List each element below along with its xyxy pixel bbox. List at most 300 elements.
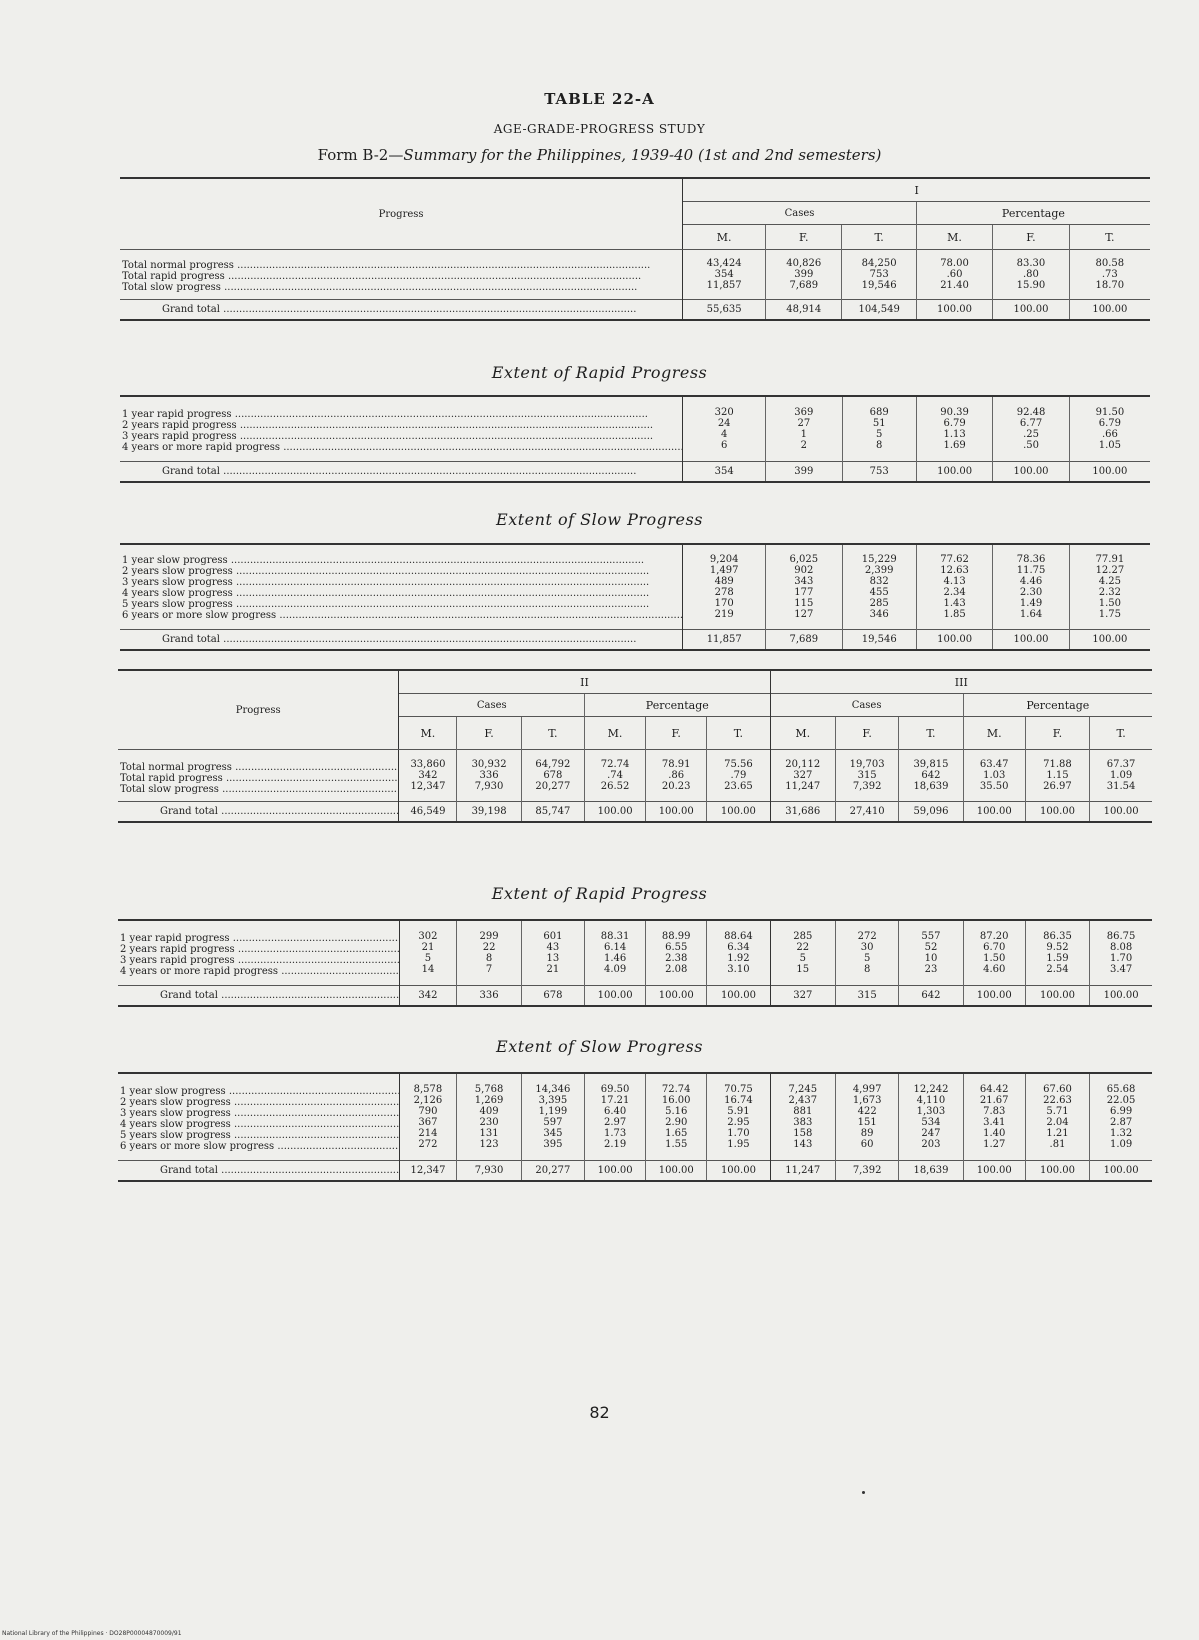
table-cell: 367 <box>418 1117 438 1128</box>
table-cell: 1.27 <box>983 1139 1006 1150</box>
grand-total-cell: 100.00 <box>916 300 992 321</box>
table-cell: 22.63 <box>1043 1095 1072 1106</box>
table-cell: 272 <box>857 931 877 942</box>
table-cell: 3,395 <box>538 1095 568 1106</box>
table-cell: 15 <box>796 964 810 975</box>
table-cell: 4,110 <box>916 1095 946 1106</box>
table-cell: 1.15 <box>1046 770 1069 781</box>
table-cell: 127 <box>794 609 814 620</box>
table-cell: 3.41 <box>983 1117 1006 1128</box>
table-cell: .80 <box>1023 269 1039 280</box>
grand-total-cell: 100.00 <box>993 630 1069 651</box>
table-cell: 1.03 <box>983 770 1006 781</box>
table-cell: 1.09 <box>1109 1139 1133 1150</box>
data-column <box>521 1073 584 1161</box>
data-column <box>770 920 835 986</box>
table-title: TABLE 22-A <box>544 90 655 108</box>
table-cell: 88.64 <box>724 931 753 942</box>
header-percentage: Percentage <box>585 694 771 717</box>
table-cell: 83.30 <box>1016 258 1046 269</box>
table-cell: 1.46 <box>603 953 627 964</box>
table-slow-I <box>120 543 1150 651</box>
data-column <box>683 396 766 462</box>
grand-total-cell: 100.00 <box>1025 802 1089 823</box>
table-cell: 678 <box>543 770 563 781</box>
table-cell: 219 <box>714 609 734 620</box>
table-cell: 151 <box>857 1117 877 1128</box>
table-cell: 8,578 <box>413 1084 443 1095</box>
grand-total-cell: 55,635 <box>683 300 766 321</box>
table-cell: 40,826 <box>786 258 822 269</box>
table-cell: 88.31 <box>600 931 630 942</box>
table-cell: 75.56 <box>724 759 753 770</box>
table-cell: 92.48 <box>1016 407 1046 418</box>
row-label: 6 years or more slow progress ..... <box>122 610 682 621</box>
grand-total-cell: 27,410 <box>836 802 899 823</box>
grand-total-cell: 354 <box>683 462 766 483</box>
table-cell: 78.91 <box>661 759 691 770</box>
table-cell: .60 <box>946 269 963 280</box>
table-cell: 9,204 <box>709 554 739 565</box>
grand-total-cell: 753 <box>842 462 916 483</box>
row-label: 4 years slow progress ..... <box>120 1119 399 1130</box>
table-cell: 78.00 <box>940 258 969 269</box>
table-cell: 1,673 <box>852 1095 882 1106</box>
data-column <box>707 750 770 802</box>
grand-total-cell: 12,347 <box>399 1161 457 1182</box>
table-cell: 51 <box>872 418 886 429</box>
row-labels <box>118 1073 399 1161</box>
data-column <box>1090 1073 1152 1161</box>
table-cell: 5.91 <box>727 1106 750 1117</box>
data-column <box>646 1073 707 1161</box>
table-cell: 11,247 <box>785 781 821 792</box>
data-column <box>963 920 1025 986</box>
table-cell: 2.30 <box>1019 587 1043 598</box>
table-cell: 4.13 <box>943 576 966 587</box>
header-t: T. <box>1090 717 1152 750</box>
table-cell: 1.21 <box>1046 1128 1069 1139</box>
table-cell: 2.54 <box>1046 964 1069 975</box>
header-cases: Cases <box>683 202 917 225</box>
table-cell: 143 <box>793 1139 813 1150</box>
table-cell: 1.70 <box>727 1128 750 1139</box>
grand-total-cell: 327 <box>770 986 835 1007</box>
table-cell: 12,242 <box>913 1084 949 1095</box>
table-cell: 67.60 <box>1043 1084 1072 1095</box>
table-cell: 343 <box>794 576 814 587</box>
grand-total-cell: 100.00 <box>1069 630 1150 651</box>
table-cell: 27 <box>797 418 811 429</box>
grand-total-cell: 315 <box>836 986 899 1007</box>
table-cell: 6.77 <box>1019 418 1043 429</box>
table-cell: 22.05 <box>1106 1095 1136 1106</box>
table-cell: 12,347 <box>410 781 446 792</box>
table-cell: 123 <box>479 1139 499 1150</box>
header-f: F. <box>646 717 707 750</box>
data-column <box>585 920 646 986</box>
table-cell: 60 <box>860 1139 874 1150</box>
table-cell: 158 <box>793 1128 813 1139</box>
row-label: Total slow progress ..... <box>120 784 398 795</box>
row-label: Total rapid progress ..... <box>122 271 682 282</box>
grand-total-cell: 399 <box>766 462 842 483</box>
header-f: F. <box>1025 717 1089 750</box>
table-cell: 20,277 <box>535 781 571 792</box>
table-cell: 88.99 <box>661 931 691 942</box>
header-m: M. <box>916 225 992 250</box>
table-cell: 177 <box>794 587 814 598</box>
table-cell: 6.99 <box>1109 1106 1133 1117</box>
grand-total-cell: 342 <box>399 986 457 1007</box>
grand-total-cell: 100.00 <box>1090 802 1152 823</box>
table-parts-II-III <box>118 669 1152 823</box>
header-t: T. <box>1069 225 1150 250</box>
table-cell: .86 <box>668 770 685 781</box>
row-label: 4 years slow progress ..... <box>122 588 682 599</box>
table-rapid-II-III <box>118 919 1152 1007</box>
grand-total-cell: 100.00 <box>585 986 646 1007</box>
grand-total-label: Grand total ..... <box>162 466 636 477</box>
table-cell: 5.71 <box>1046 1106 1069 1117</box>
grand-total-cell: 100.00 <box>1069 462 1150 483</box>
table-cell: 6,025 <box>789 554 819 565</box>
table-cell: 327 <box>793 770 813 781</box>
table-cell: 86.75 <box>1106 931 1136 942</box>
header-percentage: Percentage <box>963 694 1152 717</box>
grand-total-label: Grand total ..... <box>160 1165 399 1176</box>
table-cell: 6.55 <box>665 942 688 953</box>
table-cell: 23.65 <box>724 781 753 792</box>
table-cell: 214 <box>418 1128 438 1139</box>
table-cell: 17.21 <box>600 1095 630 1106</box>
table-cell: .73 <box>1101 269 1118 280</box>
table-cell: 21.67 <box>979 1095 1009 1106</box>
table-cell: 6.70 <box>983 942 1006 953</box>
table-cell: 2.19 <box>603 1139 627 1150</box>
table-cell: 2.32 <box>1098 587 1122 598</box>
table-cell: 71.88 <box>1043 759 1072 770</box>
table-cell: 1.32 <box>1109 1128 1133 1139</box>
row-labels <box>120 250 683 300</box>
table-cell: 354 <box>714 269 734 280</box>
table-cell: 320 <box>714 407 734 418</box>
table-cell: 1.43 <box>943 598 966 609</box>
table-cell: 43,424 <box>706 258 742 269</box>
data-column <box>899 920 963 986</box>
row-labels <box>118 920 399 986</box>
grand-total-cell: 100.00 <box>963 986 1025 1007</box>
table-cell: 2.38 <box>665 953 688 964</box>
data-column <box>457 750 521 802</box>
grand-total-cell: 642 <box>899 986 963 1007</box>
table-cell: 302 <box>418 931 438 942</box>
table-cell: 1.09 <box>1109 770 1133 781</box>
footer-credit: National Library of the Philippines · DO28P00004870009/91 <box>2 1630 182 1637</box>
grand-total-cell: 48,914 <box>766 300 842 321</box>
table-cell: 1.50 <box>1098 598 1122 609</box>
grand-total-cell: 100.00 <box>707 1161 770 1182</box>
table-cell: 26.97 <box>1043 781 1072 792</box>
data-column <box>899 750 963 802</box>
table-cell: 601 <box>543 931 563 942</box>
row-label: Total normal progress ..... <box>122 260 682 271</box>
data-column <box>707 1073 770 1161</box>
section-title-slow: Extent of Slow Progress <box>496 510 703 529</box>
table-cell: 1 <box>800 429 807 440</box>
row-label: 3 years rapid progress ..... <box>122 431 682 442</box>
data-column <box>457 920 521 986</box>
table-cell: 1.40 <box>983 1128 1006 1139</box>
table-cell: 72.74 <box>661 1084 691 1095</box>
table-cell: 5 <box>424 953 432 964</box>
table-cell: 1.85 <box>943 609 966 620</box>
table-cell: 1.64 <box>1019 609 1043 620</box>
table-cell: 2.97 <box>603 1117 627 1128</box>
table-cell: 10 <box>924 953 938 964</box>
row-label: 1 year rapid progress ..... <box>120 933 399 944</box>
table-cell: 77.62 <box>940 554 969 565</box>
header-percentage: Percentage <box>916 202 1150 225</box>
data-column <box>836 920 899 986</box>
table-cell: 2.04 <box>1046 1117 1069 1128</box>
header-f: F. <box>766 225 842 250</box>
data-column <box>399 1073 457 1161</box>
data-column <box>1069 396 1150 462</box>
table-cell: .74 <box>607 770 624 781</box>
row-label: 2 years slow progress ..... <box>120 1097 399 1108</box>
data-column <box>683 250 766 300</box>
data-column <box>836 750 899 802</box>
grand-total-cell: 100.00 <box>963 802 1025 823</box>
grand-total-cell: 100.00 <box>585 1161 646 1182</box>
row-labels <box>118 750 399 802</box>
table-cell: .66 <box>1101 429 1118 440</box>
table-cell: 6.79 <box>943 418 966 429</box>
table-cell: 422 <box>857 1106 877 1117</box>
row-label: 2 years rapid progress ..... <box>120 944 399 955</box>
table-cell: 534 <box>921 1117 941 1128</box>
row-label: 4 years or more rapid progress ..... <box>122 442 682 453</box>
table-cell: 87.20 <box>979 931 1009 942</box>
table-cell: 299 <box>479 931 499 942</box>
table-cell: 2.95 <box>727 1117 750 1128</box>
grand-total-cell: 100.00 <box>916 462 992 483</box>
table-subtitle: AGE-GRADE-PROGRESS STUDY <box>493 122 706 136</box>
table-cell: 6.34 <box>727 942 750 953</box>
data-column <box>1025 750 1089 802</box>
table-cell: 369 <box>794 407 814 418</box>
table-cell: 455 <box>869 587 889 598</box>
data-column <box>1069 250 1150 300</box>
grand-total-cell: 100.00 <box>1090 1161 1152 1182</box>
grand-total-cell: 100.00 <box>1090 986 1152 1007</box>
table-cell: 16.74 <box>724 1095 753 1106</box>
table-cell: 89 <box>860 1128 874 1139</box>
header-m: M. <box>770 717 835 750</box>
data-column <box>457 1073 521 1161</box>
table-cell: 489 <box>714 576 734 587</box>
table-rapid-I <box>120 395 1150 483</box>
table-cell: 64.42 <box>979 1084 1009 1095</box>
table-cell: 13 <box>546 953 560 964</box>
data-column <box>683 544 766 630</box>
data-column <box>646 920 707 986</box>
table-cell: 345 <box>543 1128 563 1139</box>
table-cell: 7.83 <box>983 1106 1006 1117</box>
table-cell: 597 <box>543 1117 563 1128</box>
grand-total-cell: 100.00 <box>963 1161 1025 1182</box>
data-column <box>963 1073 1025 1161</box>
table-cell: 642 <box>921 770 941 781</box>
data-column <box>707 920 770 986</box>
table-cell: 1.92 <box>727 953 750 964</box>
table-cell: 2,126 <box>413 1095 443 1106</box>
table-cell: 4.46 <box>1019 576 1043 587</box>
grand-total-cell: 100.00 <box>707 802 770 823</box>
grand-total-cell: 18,639 <box>899 1161 963 1182</box>
row-label: 5 years slow progress ..... <box>120 1130 399 1141</box>
table-cell: 5,768 <box>474 1084 504 1095</box>
table-part-I <box>120 177 1150 321</box>
table-cell: 6.40 <box>603 1106 627 1117</box>
table-cell: 1.59 <box>1046 953 1069 964</box>
table-cell: 2,437 <box>788 1095 818 1106</box>
table-cell: .81 <box>1049 1139 1066 1150</box>
row-label: 1 year slow progress ..... <box>122 555 682 566</box>
table-cell: 43 <box>546 942 560 953</box>
table-cell: 90.39 <box>940 407 969 418</box>
header-group-III: III <box>770 670 1152 694</box>
grand-total-cell: 100.00 <box>585 802 646 823</box>
table-cell: 30 <box>860 942 874 953</box>
data-column <box>1025 1073 1089 1161</box>
table-cell: 1.95 <box>727 1139 750 1150</box>
table-cell: 35.50 <box>979 781 1009 792</box>
data-column <box>993 396 1069 462</box>
table-cell: 30,932 <box>471 759 507 770</box>
header-m: M. <box>585 717 646 750</box>
row-label: Total slow progress ..... <box>122 282 682 293</box>
table-cell: 14 <box>421 964 435 975</box>
table-cell: 170 <box>714 598 734 609</box>
table-cell: 881 <box>793 1106 813 1117</box>
row-label: 1 year rapid progress ..... <box>122 409 682 420</box>
table-cell: 7,392 <box>852 781 882 792</box>
grand-total-cell: 100.00 <box>1025 1161 1089 1182</box>
data-column <box>585 750 646 802</box>
header-progress: Progress <box>120 178 683 250</box>
table-cell: 1.49 <box>1019 598 1043 609</box>
data-column <box>899 1073 963 1161</box>
grand-total-cell: 59,096 <box>899 802 963 823</box>
header-t: T. <box>707 717 770 750</box>
table-cell: 2.90 <box>665 1117 688 1128</box>
table-cell: 39,815 <box>913 759 949 770</box>
table-cell: 12.27 <box>1095 565 1125 576</box>
table-cell: 11.75 <box>1016 565 1046 576</box>
grand-total-cell: 46,549 <box>399 802 457 823</box>
table-cell: 31.54 <box>1106 781 1136 792</box>
table-cell: 18,639 <box>913 781 949 792</box>
table-cell: 18.70 <box>1095 280 1125 291</box>
table-cell: 1,497 <box>709 565 739 576</box>
row-label: Total normal progress ..... <box>120 762 398 773</box>
row-label: 6 years or more slow progress ..... <box>120 1141 399 1152</box>
header-m: M. <box>399 717 457 750</box>
header-t: T. <box>842 225 916 250</box>
grand-total-cell: 100.00 <box>1069 300 1150 321</box>
table-cell: 26.52 <box>600 781 630 792</box>
table-cell: 8.08 <box>1109 942 1133 953</box>
table-cell: 203 <box>921 1139 941 1150</box>
table-cell: 115 <box>794 598 814 609</box>
table-cell: 33,860 <box>410 759 446 770</box>
data-column <box>842 396 916 462</box>
table-cell: 84,250 <box>861 258 897 269</box>
table-cell: 65.68 <box>1106 1084 1136 1095</box>
table-cell: 22 <box>482 942 496 953</box>
row-labels <box>120 544 683 630</box>
header-group-II: II <box>399 670 770 694</box>
data-column <box>842 544 916 630</box>
table-cell: .25 <box>1023 429 1039 440</box>
grand-total-cell: 20,277 <box>521 1161 584 1182</box>
table-cell: 3.10 <box>727 964 750 975</box>
data-column <box>1090 750 1152 802</box>
grand-total-cell: 7,689 <box>766 630 842 651</box>
table-cell: 19,703 <box>849 759 885 770</box>
table-cell: 247 <box>921 1128 941 1139</box>
table-cell: 1.13 <box>943 429 966 440</box>
table-cell: 1.65 <box>665 1128 688 1139</box>
table-cell: 6 <box>721 440 728 451</box>
table-cell: 69.50 <box>600 1084 630 1095</box>
table-cell: 91.50 <box>1095 407 1125 418</box>
grand-total-cell: 100.00 <box>646 802 707 823</box>
header-f: F. <box>993 225 1069 250</box>
row-label: Total rapid progress ..... <box>120 773 398 784</box>
table-cell: 20.23 <box>661 781 691 792</box>
table-cell: 80.58 <box>1095 258 1125 269</box>
data-column <box>399 920 457 986</box>
table-cell: 86.35 <box>1043 931 1072 942</box>
row-label: 1 year slow progress ..... <box>120 1086 399 1097</box>
table-cell: 230 <box>479 1117 499 1128</box>
section-title-rapid: Extent of Rapid Progress <box>491 884 708 903</box>
table-cell: 21 <box>421 942 435 953</box>
table-cell: 1,303 <box>916 1106 946 1117</box>
grand-total-label: Grand total ..... <box>162 634 636 645</box>
table-cell: 2.08 <box>665 964 688 975</box>
table-cell: 285 <box>793 931 813 942</box>
data-column <box>521 920 584 986</box>
data-column <box>1069 544 1150 630</box>
data-column <box>1025 920 1089 986</box>
data-column <box>916 396 992 462</box>
data-column <box>916 250 992 300</box>
header-cases: Cases <box>399 694 585 717</box>
header-t: T. <box>899 717 963 750</box>
grand-total-cell: 100.00 <box>993 462 1069 483</box>
table-cell: 383 <box>793 1117 813 1128</box>
page-number: 82 <box>589 1403 610 1422</box>
form-summary-text: Summary for the Philippines, 1939-40 (1st and 2nd semesters) <box>403 146 882 164</box>
grand-total-cell: 336 <box>457 986 521 1007</box>
table-cell: 336 <box>479 770 499 781</box>
table-cell: 557 <box>921 931 941 942</box>
table-cell: 832 <box>869 576 889 587</box>
